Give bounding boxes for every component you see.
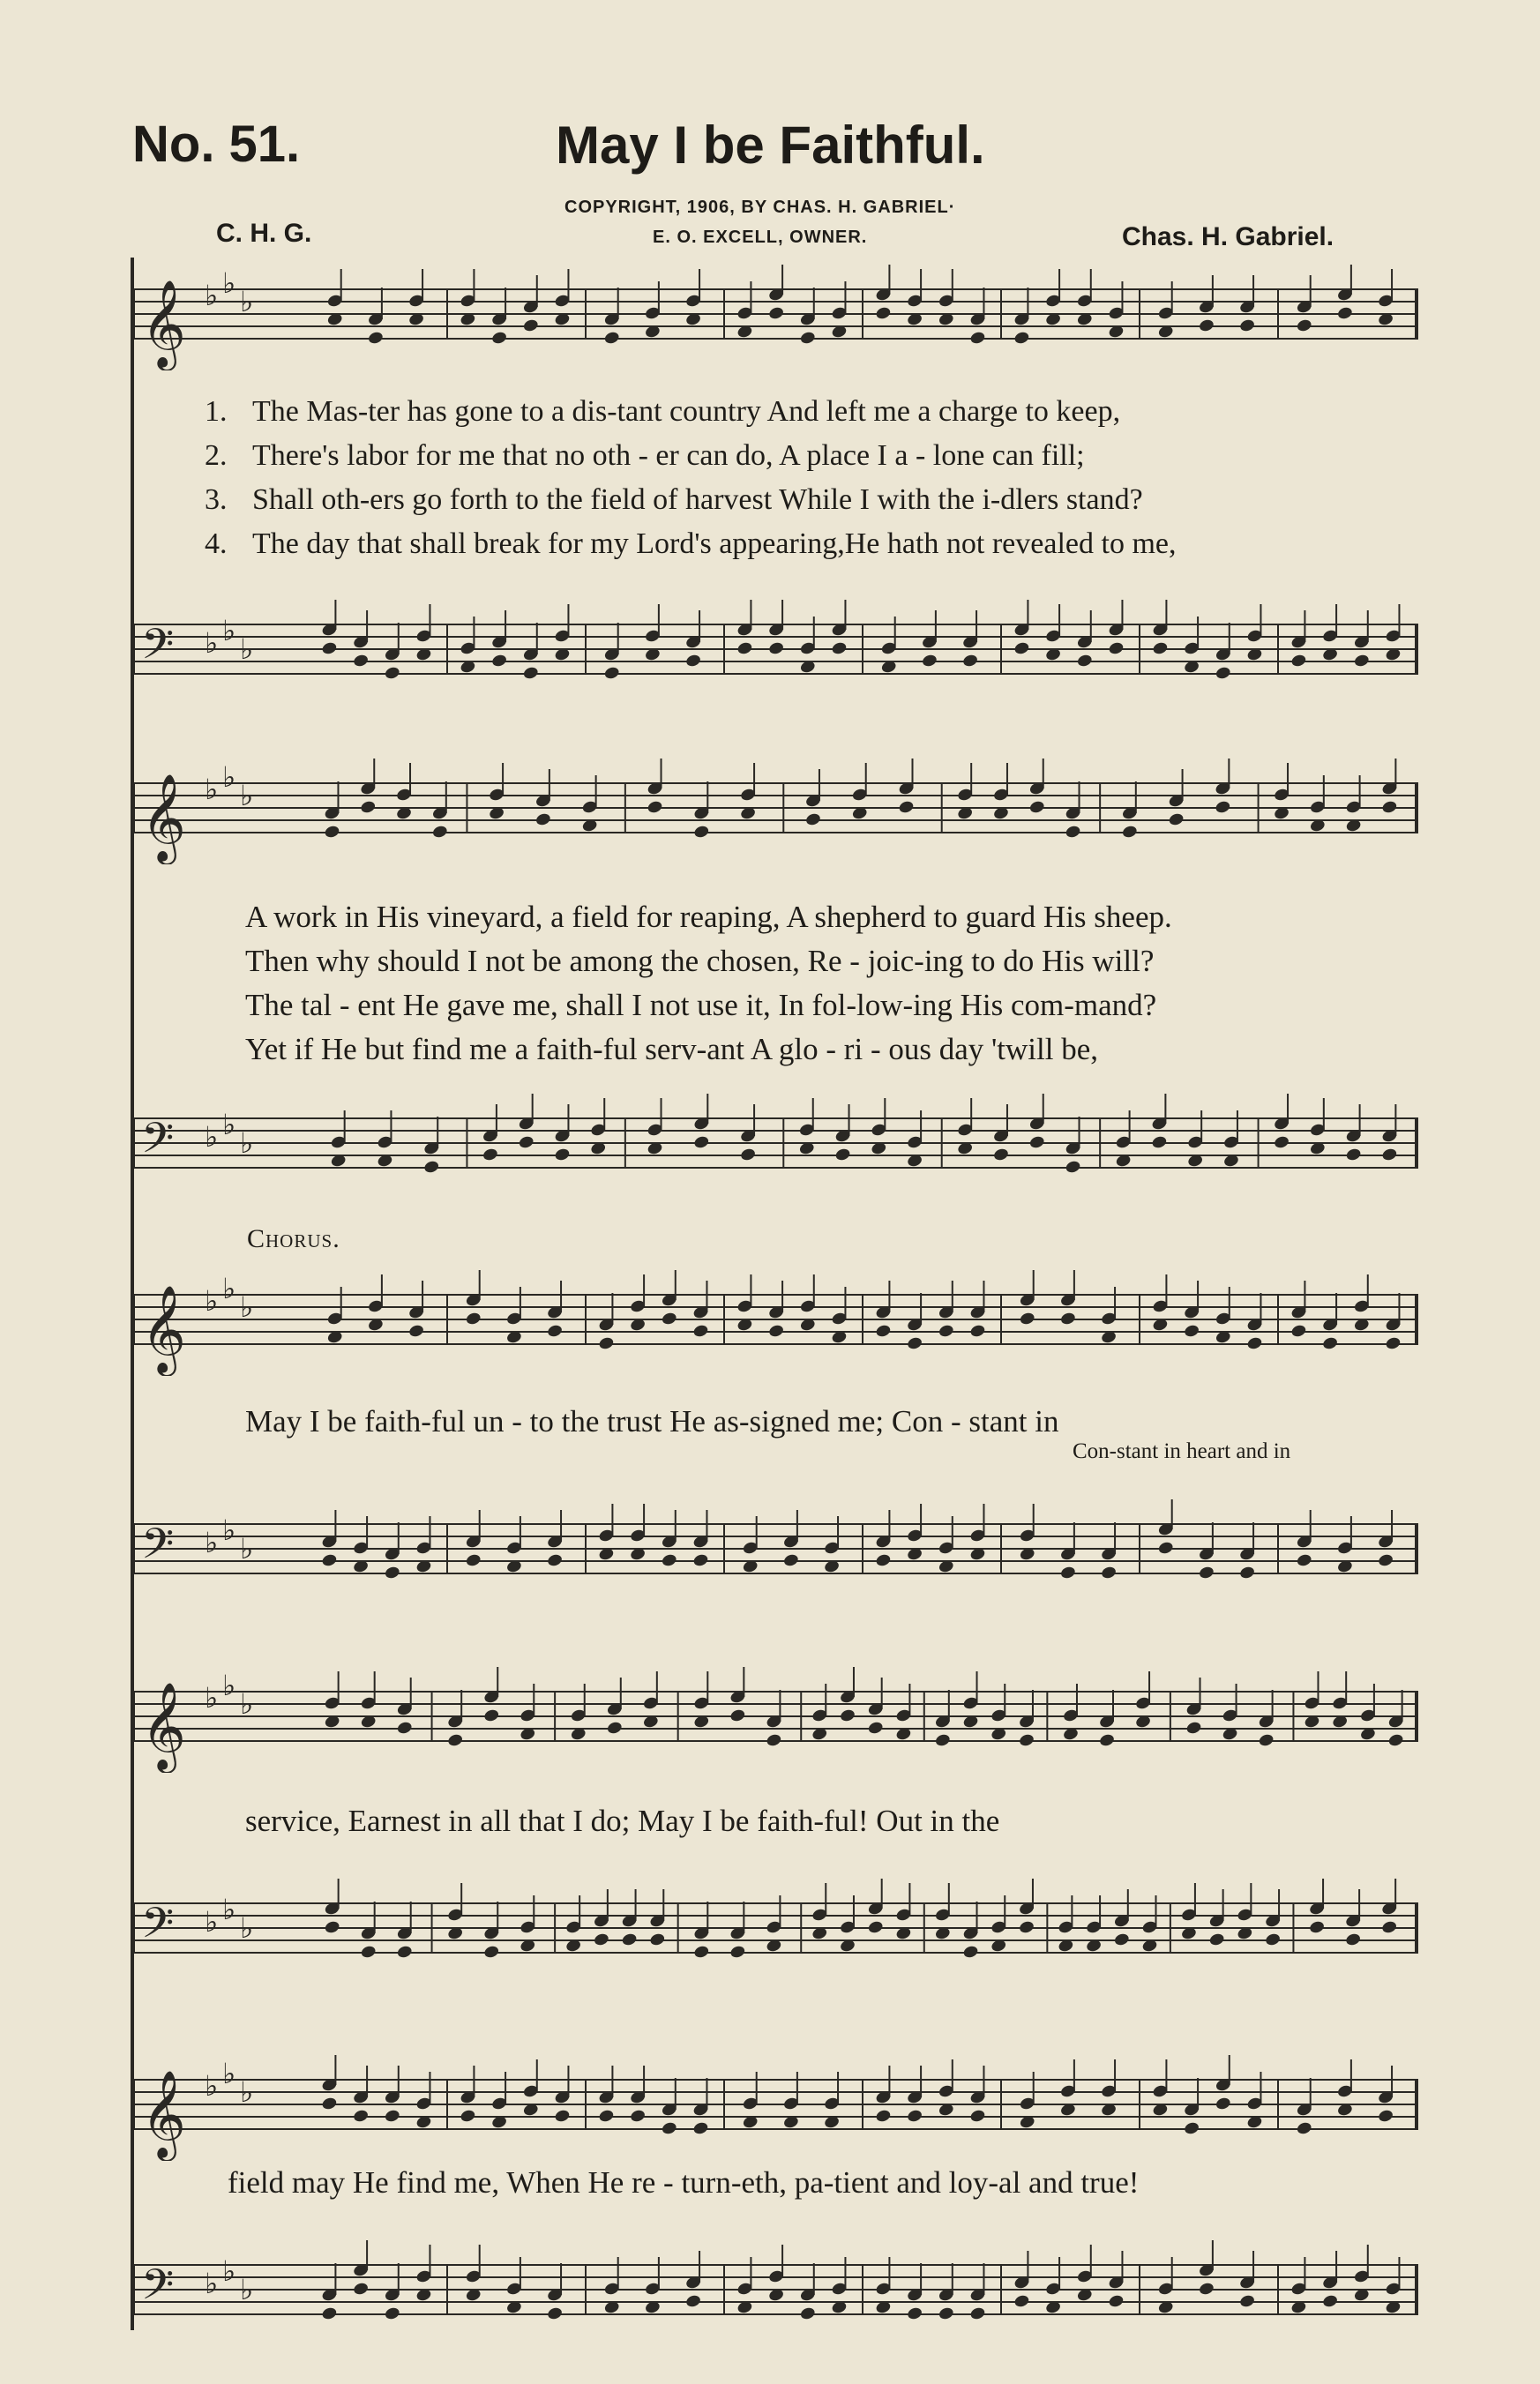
svg-text:♭: ♭ xyxy=(222,2057,236,2090)
svg-text:♭: ♭ xyxy=(205,1905,219,1939)
verse-line: Yet if He but find me a faith-ful serv-ant A glo - ri - ous day 'twill be, xyxy=(245,1032,1099,1066)
bass-staff xyxy=(134,1094,1418,1199)
hymn-title: May I be Faithful. xyxy=(556,116,985,175)
svg-text:♭: ♭ xyxy=(205,1284,219,1318)
svg-text:𝄞: 𝄞 xyxy=(141,773,186,862)
svg-text:♭: ♭ xyxy=(205,1526,219,1559)
verse-line: 4. The day that shall break for my Lord's appearing,He hath not revealed to me, xyxy=(205,527,1177,560)
svg-text:♭: ♭ xyxy=(240,1911,254,1945)
svg-text:♭: ♭ xyxy=(205,626,219,660)
chorus-lyric: field may He find me, When He re - turn-eth, pa-tient and loy-al and true! xyxy=(228,2165,1140,2200)
svg-text:𝄢: 𝄢 xyxy=(141,2260,175,2320)
chorus-lyric: service, Earnest in all that I do; May I be faith-ful! Out in the xyxy=(245,1804,1000,1838)
svg-text:♭: ♭ xyxy=(222,2254,236,2288)
treble-staff xyxy=(134,759,1418,864)
treble-staff xyxy=(134,265,1418,370)
svg-text:♭: ♭ xyxy=(240,632,254,666)
svg-text:♭: ♭ xyxy=(240,1126,254,1160)
svg-text:𝄢: 𝄢 xyxy=(141,1519,175,1579)
svg-text:𝄢: 𝄢 xyxy=(141,1898,175,1958)
svg-text:𝄞: 𝄞 xyxy=(141,280,186,368)
svg-text:♭: ♭ xyxy=(222,1108,236,1141)
svg-text:♭: ♭ xyxy=(205,1681,219,1715)
verse-line: 3. Shall oth-ers go forth to the field of harvest While I with the i-dlers stand? xyxy=(205,483,1143,516)
svg-text:♭: ♭ xyxy=(205,2267,219,2300)
svg-text:♭: ♭ xyxy=(240,2075,254,2109)
bass-staff xyxy=(134,600,1418,706)
svg-text:𝄞: 𝄞 xyxy=(141,1285,186,1373)
svg-text:𝄢: 𝄢 xyxy=(141,1113,175,1173)
bass-staff xyxy=(134,2240,1418,2346)
verse-line: The tal - ent He gave me, shall I not use it, In fol-low-ing His com-mand? xyxy=(245,988,1157,1022)
treble-staff xyxy=(134,2055,1418,2161)
words-credit: C. H. G. xyxy=(216,219,312,248)
svg-text:♭: ♭ xyxy=(240,285,254,318)
svg-text:♭: ♭ xyxy=(240,779,254,812)
svg-text:♭: ♭ xyxy=(205,773,219,806)
svg-text:♭: ♭ xyxy=(240,1687,254,1721)
treble-staff xyxy=(134,1270,1418,1376)
svg-text:𝄞: 𝄞 xyxy=(141,2070,186,2158)
hymn-number: No. 51. xyxy=(132,116,301,173)
verse-line: Then why should I not be among the chosen, Re - joic-ing to do His will? xyxy=(245,944,1155,978)
svg-text:♭: ♭ xyxy=(240,2273,254,2306)
verse-line: A work in His vineyard, a field for reaping, A shepherd to guard His sheep. xyxy=(245,900,1172,934)
copyright-notice: COPYRIGHT, 1906, BY CHAS. H. GABRIEL· xyxy=(564,198,956,217)
treble-staff xyxy=(134,1667,1418,1773)
verse-line: 2. There's labor for me that no oth - er can do, A place I a - lone can fill; xyxy=(205,439,1085,472)
svg-text:♭: ♭ xyxy=(222,614,236,647)
music-credit: Chas. H. Gabriel. xyxy=(1122,222,1334,251)
svg-text:♭: ♭ xyxy=(222,1513,236,1547)
svg-text:♭: ♭ xyxy=(222,266,236,300)
svg-text:♭: ♭ xyxy=(240,1290,254,1324)
svg-text:♭: ♭ xyxy=(205,2069,219,2103)
chorus-lyric: May I be faith-ful un - to the trust He as-signed me; Con - stant in xyxy=(245,1404,1059,1439)
svg-text:𝄢: 𝄢 xyxy=(141,619,175,679)
verse-line: 1. The Mas-ter has gone to a dis-tant country And left me a charge to keep, xyxy=(205,395,1121,428)
copyright-owner: E. O. EXCELL, OWNER. xyxy=(653,228,868,247)
svg-text:♭: ♭ xyxy=(205,1120,219,1154)
svg-text:♭: ♭ xyxy=(222,1669,236,1702)
svg-text:♭: ♭ xyxy=(205,279,219,312)
svg-text:♭: ♭ xyxy=(222,1893,236,1926)
chorus-label: Chorus. xyxy=(247,1224,340,1253)
svg-text:𝄞: 𝄞 xyxy=(141,1682,186,1770)
bass-staff xyxy=(134,1879,1418,1984)
chorus-alt-lyric: Con-stant in heart and in xyxy=(1073,1439,1291,1463)
svg-text:♭: ♭ xyxy=(222,1272,236,1305)
bass-staff xyxy=(134,1499,1418,1605)
svg-text:♭: ♭ xyxy=(222,760,236,794)
svg-text:♭: ♭ xyxy=(240,1532,254,1566)
